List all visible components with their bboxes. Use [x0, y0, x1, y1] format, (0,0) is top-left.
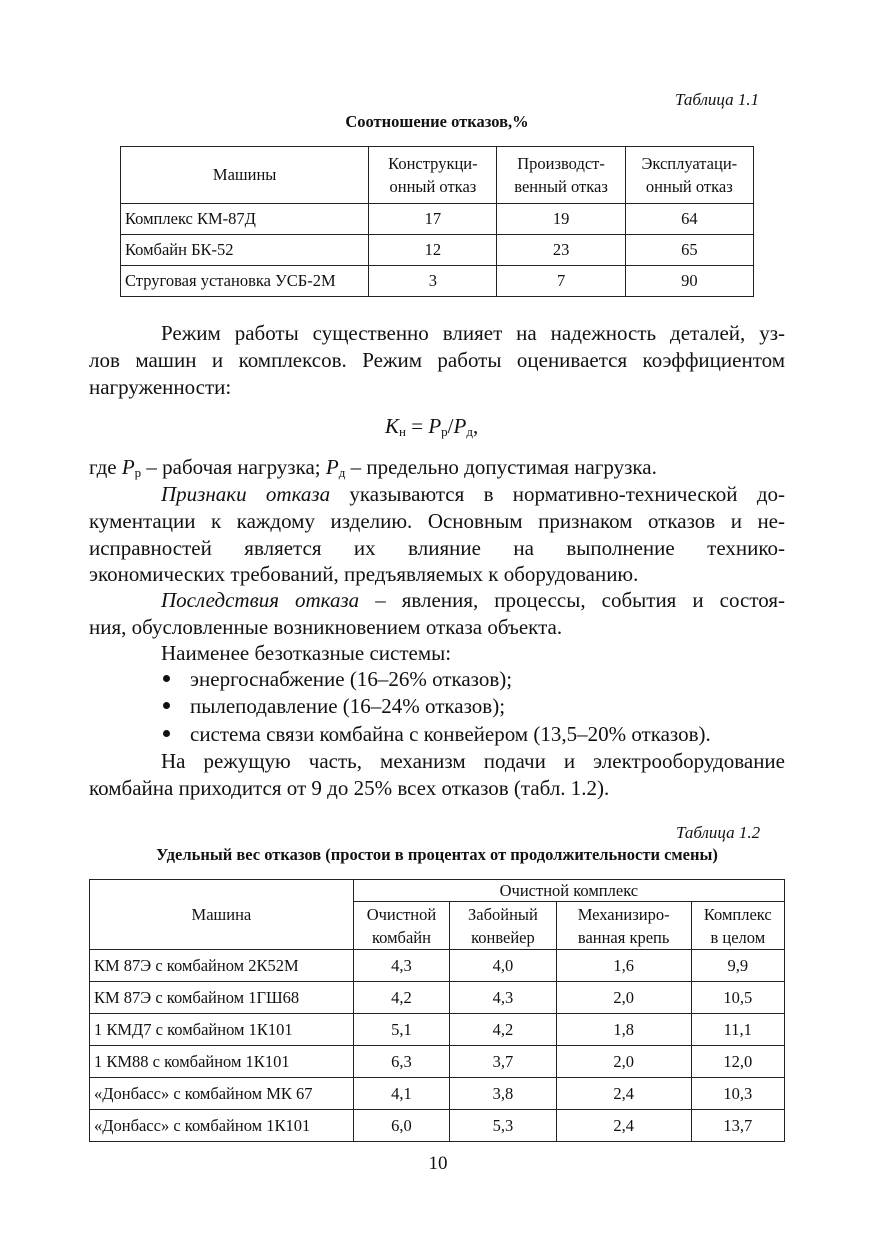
table-row	[121, 204, 754, 235]
table1-header-production: Производст- венный отказ	[497, 147, 625, 204]
cell-value: 3,8	[450, 1078, 557, 1110]
paragraph-line: нагруженности:	[89, 375, 232, 399]
cell-value: 2,0	[556, 1046, 691, 1078]
cell-value: 4,2	[450, 1014, 557, 1046]
table-row	[121, 235, 754, 266]
table2-header-shearer: Очистной комбайн	[353, 902, 449, 950]
list-item: система связи комбайна с конвейером (13,5–20% отказов).	[190, 722, 711, 746]
table-row	[90, 1078, 785, 1110]
cell-value: 1,6	[556, 950, 691, 982]
cell-value: 19	[497, 204, 625, 235]
cell-value: 12	[369, 235, 497, 266]
cell-value: 2,4	[556, 1110, 691, 1142]
cell-value: 90	[625, 266, 753, 297]
table2-group-header: Очистной комплекс	[353, 880, 784, 902]
cell-machine: КМ 87Э с комбайном 1ГШ68	[90, 982, 354, 1014]
cell-value: 3,7	[450, 1046, 557, 1078]
table-row	[90, 982, 785, 1014]
cell-machine: Струговая установка УСБ-2М	[121, 266, 369, 297]
paragraph-line: Последствия отказа – явления, процессы, события и состоя-	[161, 588, 785, 612]
cell-value: 2,4	[556, 1078, 691, 1110]
table2-header-support: Механизиро- ванная крепь	[556, 902, 691, 950]
table1-header-design: Конструкци- онный отказ	[369, 147, 497, 204]
paragraph-line: комбайна приходится от 9 до 25% всех отказов (табл. 1.2).	[89, 776, 610, 800]
paragraph-line: лов машин и комплексов. Режим работы оценивается коэффициентом	[89, 348, 785, 372]
table2-title: Удельный вес отказов (простои в процентах от продолжительности смены)	[156, 845, 718, 864]
cell-value: 3	[369, 266, 497, 297]
paragraph-line: Признаки отказа указываются в нормативно-технической до-	[161, 482, 785, 506]
table2-header-total: Комплекс в целом	[691, 902, 784, 950]
table1-title: Соотношение отказов,%	[345, 112, 529, 131]
table-row	[90, 1110, 785, 1142]
paragraph-line: исправностей является их влияние на выполнение технико-	[89, 536, 785, 560]
list-item: энергоснабжение (16–26% отказов);	[190, 667, 513, 691]
table2-header-conveyor: Забойный конвейер	[450, 902, 557, 950]
cell-value: 13,7	[691, 1110, 784, 1142]
list-item: пылеподавление (16–24% отказов);	[190, 694, 506, 718]
cell-value: 10,5	[691, 982, 784, 1014]
table-row	[90, 950, 785, 982]
page-number: 10	[428, 1153, 448, 1174]
cell-value: 17	[369, 204, 497, 235]
cell-machine: «Донбасс» с комбайном МК 67	[90, 1078, 354, 1110]
paragraph-line: Наименее безотказные системы:	[161, 641, 452, 665]
table1-header-machines: Машины	[121, 147, 369, 204]
bullet-dot	[163, 730, 170, 737]
cell-value: 9,9	[691, 950, 784, 982]
cell-value: 4,3	[450, 982, 557, 1014]
table2-header-machine: Машина	[90, 880, 354, 950]
paragraph-line: ния, обусловленные возникновением отказа объекта.	[89, 615, 563, 639]
cell-value: 12,0	[691, 1046, 784, 1078]
cell-machine: 1 КМД7 с комбайном 1К101	[90, 1014, 354, 1046]
table1-header-operation: Эксплуатаци- онный отказ	[625, 147, 753, 204]
cell-value: 4,3	[353, 950, 449, 982]
cell-value: 5,1	[353, 1014, 449, 1046]
term-consequences: Последствия отказа	[161, 588, 360, 612]
table-row	[121, 266, 754, 297]
cell-machine: Комплекс КМ-87Д	[121, 204, 369, 235]
cell-value: 6,3	[353, 1046, 449, 1078]
cell-value: 11,1	[691, 1014, 784, 1046]
cell-machine: «Донбасс» с комбайном 1К101	[90, 1110, 354, 1142]
table1	[120, 146, 754, 297]
cell-value: 4,0	[450, 950, 557, 982]
table-row	[90, 1046, 785, 1078]
table1-label: Таблица 1.1	[675, 90, 760, 109]
cell-value: 2,0	[556, 982, 691, 1014]
where-line: где $P_р$ – рабочая нагрузка; $P_д$ – предельно допустимая нагрузка.	[89, 455, 657, 480]
term-signs: Признаки отказа	[161, 482, 331, 506]
table2	[89, 879, 785, 1142]
bullet-dot	[163, 702, 170, 709]
paragraph-line: кументации к каждому изделию. Основным признаком отказов и не-	[89, 509, 785, 533]
paragraph-line: На режущую часть, механизм подачи и электрооборудование	[161, 749, 785, 773]
paragraph-line: Режим работы существенно влияет на надежность деталей, уз-	[161, 321, 785, 345]
cell-value: 1,8	[556, 1014, 691, 1046]
cell-value: 4,2	[353, 982, 449, 1014]
formula: $K_н = P_р/P_д$,	[385, 414, 479, 439]
cell-value: 7	[497, 266, 625, 297]
cell-machine: 1 КМ88 с комбайном 1К101	[90, 1046, 354, 1078]
cell-value: 5,3	[450, 1110, 557, 1142]
paragraph-line: экономических требований, предъявляемых к оборудованию.	[89, 562, 639, 586]
table2-label: Таблица 1.2	[676, 823, 761, 842]
cell-value: 6,0	[353, 1110, 449, 1142]
cell-value: 4,1	[353, 1078, 449, 1110]
table-row	[90, 1014, 785, 1046]
cell-machine: Комбайн БК-52	[121, 235, 369, 266]
cell-machine: КМ 87Э с комбайном 2К52М	[90, 950, 354, 982]
cell-value: 64	[625, 204, 753, 235]
cell-value: 10,3	[691, 1078, 784, 1110]
cell-value: 65	[625, 235, 753, 266]
cell-value: 23	[497, 235, 625, 266]
bullet-dot	[163, 675, 170, 682]
